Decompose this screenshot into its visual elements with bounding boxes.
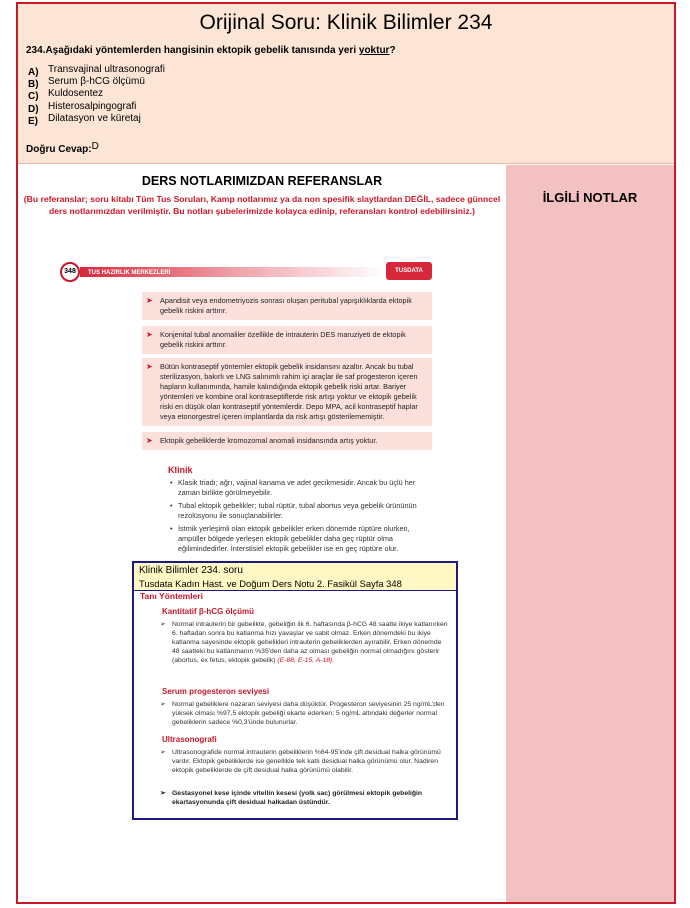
answer-label: Doğru Cevap:: [26, 144, 92, 155]
list-item: • Tubal ektopik gebelikler; tubal rüptür, tubal abortus veya gebelik ürününün rezolüsyonu ile sonuçlanabilirler.: [168, 501, 434, 521]
note-box-text: Apandisit veya endometriyozis sonrası oluşan peritubal yapışıklıklarda ektopik gebelik riskini arttırır.: [160, 296, 412, 315]
popup-title: Klinik Bilimler 234. soru: [139, 565, 243, 576]
reference-popup: [132, 561, 458, 820]
list-item: • Klasik triadı; ağrı, vajinal kanama ve adet gecikmesidir. Ancak bu üçlü her zaman birlikte görülmeyebilir.: [168, 478, 434, 498]
section-text: Ultrasonografide normal intrauterin gebeliklerin %64-95'inde çift desidual halka görünümü vardır. Ektopik gebeliklerde ise genellikle tek katlı desidual halka görünümü olur. Nadiren ektopik gebeliklerde de çift desidual halka görünümü olabilir.: [172, 749, 441, 774]
option-e: [28, 113, 165, 125]
note-box-text: Ektopik gebeliklerde kromozomal anomali insidansında artış yoktur.: [160, 436, 378, 445]
question-text: [26, 45, 396, 56]
note-box: [142, 326, 432, 354]
options-list: [28, 64, 165, 125]
klinik-heading: Klinik: [168, 465, 193, 475]
section-heading: Ultrasonografi: [162, 735, 217, 744]
arrow-icon: ➢: [160, 790, 166, 797]
section-heading: Serum progesteron seviyesi: [162, 687, 270, 696]
page-title: Orijinal Soru: Klinik Bilimler 234: [199, 11, 493, 34]
note-box-text: Bütün kontraseptif yöntemler ektopik gebelik insidansını azaltır. Ancak bu tubal sterilizasyon, bakırlı ve LNG salınımlı rahim içi araçlar ile saf progesteron içeren hapların kullanımında, hamile kalındığında ektopik gebelik riski artar. Bariyer yöntemleri ve kombine oral kontraseptiflerde risk artışı yoktur ve ektopik gebelik riski en düşük olan kontraseptif yöntemlerdir. Depo MPA, acil kontraseptif haplar veya etonorgestrel içeren implantlarda da risk artışı gösterilememiştir.: [160, 362, 418, 421]
option-letter: D): [28, 103, 39, 115]
option-letter: B): [28, 79, 39, 91]
popup-header: [134, 563, 456, 591]
section-text: Normal intrauterin bir gebelikte, gebeliğin ilk 6. haftasında β-hCG 48 saatte ikiye katlanırken 6. haftadan sonra bu katlanma hızı yavaşlar ve sabit olmaz. Erken dönemdeki bu ikiye katlanma sayesinde ektopik gebelikleri intrauterin gebeliklerden ayırabilir. Erken dönemde 48 saatteki bu katlanmanın %35'den daha az olması gebeliğin normal olmadığını gösterir (abortus, ex fetus, ektopik gebelik): [172, 621, 448, 664]
section-body: [160, 789, 450, 807]
arrow-icon: ➢: [160, 749, 166, 756]
question-emphasis: yoktur: [358, 45, 390, 56]
section-text: Gestasyonel kese içinde vitellin kesesi (yolk sac) görülmesi ektopik gebeliğin ekartasyonunda çift desidual halkadan üstündür.: [172, 790, 423, 806]
arrow-icon: ➤: [146, 436, 153, 445]
option-letter: A): [28, 67, 39, 78]
note-box-text: Konjenital tubal anomaliler özellikle de intrauterin DES maruziyeti de ektopik gebelik riskini arttırır.: [160, 330, 406, 349]
option-letter: C): [28, 91, 39, 103]
option-text: Histerosalpingografi: [48, 100, 137, 112]
option-letter: E): [28, 115, 38, 127]
klinik-list: [168, 478, 434, 557]
note-box: [142, 292, 432, 320]
related-notes-panel: [506, 165, 674, 904]
arrow-icon: ➤: [146, 362, 153, 371]
related-notes-heading: İLGİLİ NOTLAR: [542, 190, 638, 205]
section-body: [160, 748, 450, 775]
question-panel: [18, 4, 674, 164]
section-ref: (E-88, E-15, A-18).: [277, 657, 335, 664]
section-body: [160, 700, 450, 727]
list-item: • İstmik yerleşimli olan ektopik gebelikler erken dönemde rüptüre olurken, ampüller bölgede yerleşen ektopik gebelikler daha geç rüptür olma eğilimindedirler. İnterstisiel ektopik gebelikler ise en geç rüptüre olur.: [168, 524, 434, 554]
answer-value: D: [91, 141, 99, 152]
tani-heading: Tanı Yöntemleri: [140, 591, 203, 601]
question-suffix: ?: [389, 45, 396, 56]
option-d: [28, 101, 165, 113]
correct-answer: [26, 141, 99, 155]
option-text: Kuldosentez: [48, 88, 104, 100]
document-frame: [16, 2, 676, 904]
option-text: Dilatasyon ve küretaj: [48, 112, 141, 124]
option-c: [28, 88, 165, 103]
section-heading: Kantitatif β-hCG ölçümü: [162, 607, 254, 616]
page-number: 348: [60, 262, 80, 282]
arrow-icon: ➤: [146, 296, 153, 305]
arrow-icon: ➢: [160, 701, 166, 708]
option-b: [28, 76, 165, 91]
option-text: Serum β-hCG ölçümü: [48, 76, 145, 88]
page-header-text: TUS HAZIRLIK MERKEZLERİ: [88, 270, 171, 276]
question-prefix: 234.Aşağıdaki yöntemlerden hangisinin ektopik gebelik tanısında yeri: [26, 45, 359, 56]
references-note: (Bu referanslar; soru kitabı Tüm Tus Soruları, Kamp notlarımız ya da non spesifik slaytlardan DEĞİL, sadece günncel ders notlarımızdan verilmiştir. Bu notları şubelerimizde kolayca edinip, referansları kontrol edebilirsiniz.): [23, 194, 501, 216]
note-box: [142, 358, 432, 426]
option-text: Transvajinal ultrasonografi: [48, 64, 165, 75]
arrow-icon: ➢: [160, 621, 166, 628]
popup-subtitle: Tusdata Kadın Hast. ve Doğum Ders Notu 2. Fasikül Sayfa 348: [139, 578, 402, 589]
references-heading: DERS NOTLARIMIZDAN REFERANSLAR: [141, 174, 383, 188]
section-text: Normal gebeliklere nazaran seviyesi daha düşüktür. Progesteron seviyesinin 25 ng/mL'den yüksek olması %97,5 ektopik gebeliği ekarte ederken; 5 ng/mL altındaki değerler normal gebeliklerin sadece %0,3'ünde bulunurlar.: [172, 701, 445, 726]
section-body: [160, 620, 450, 665]
tusdata-logo: TUSDATA: [386, 262, 432, 280]
option-a: [28, 64, 165, 76]
arrow-icon: ➤: [146, 330, 153, 339]
note-box: [142, 432, 432, 450]
